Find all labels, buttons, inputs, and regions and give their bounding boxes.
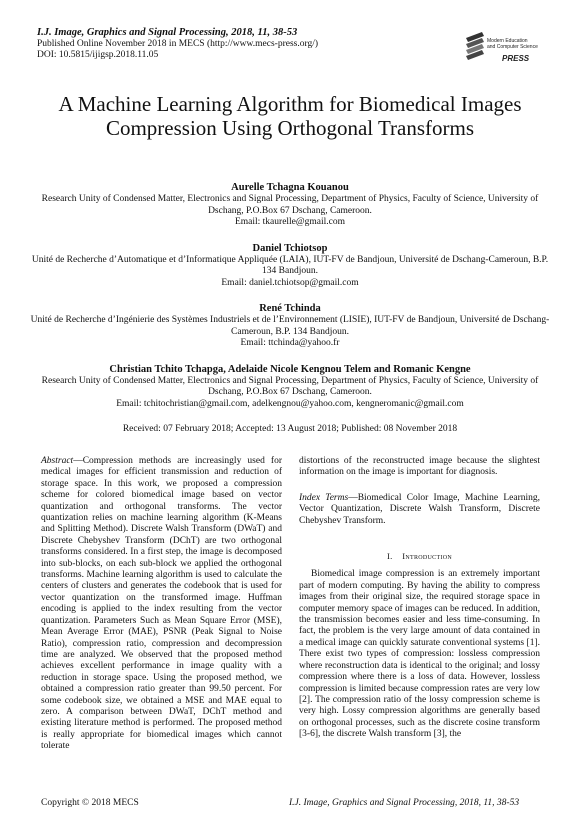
author-affiliation: Unité de Recherche d’Automatique et d’Informatique Appliquée (LAIA), IUT-FV de Bandjoun, Université de Dschang-Cameroun, B.P. 134 Bandjoun. [31, 254, 549, 276]
paper-title: A Machine Learning Algorithm for Biomedical Images Compression Using Orthogonal Transforms [58, 92, 522, 140]
author-email: Email: ttchinda@yahoo.fr [240, 338, 340, 348]
logo-press: PRESS [502, 54, 530, 63]
section-heading [299, 551, 540, 562]
author-email: Email: daniel.tchiotsop@gmail.com [221, 277, 359, 288]
book-stack-icon [464, 30, 486, 64]
abstract-continuation: distortions of the reconstructed image because the slightest information on the image is important for diagnosis. [299, 456, 540, 478]
right-column [299, 456, 540, 741]
author-list [30, 181, 550, 423]
introduction-paragraph: Biomedical image compression is an extremely important part of modern computing. By having the ability to compress images from their original size, the required storage space in computer memory space of images can be reduced. In addition, the transmission becomes easier and less time-consuming. In fact, the problem is the very large amount of data contained in a medical image can quickly saturate conventional systems [1]. There exist two types of compression: lossless compression where reconstruction data is identical to the original; and lossy compression where there is a loss of data. However, lossless compression is limited because compression rates are very low [2]. The compression ratio of the lossy compression scheme is very high. Lossy compression algorithms are generally based on orthogonal processes, such as the discrete cosine transform [3-6], the discrete Walsh transform [3], the [299, 569, 540, 740]
left-column [41, 456, 282, 753]
author-name: René Tchinda [259, 303, 321, 314]
author-block [30, 181, 550, 229]
section-number: I. [386, 551, 393, 562]
author-email: Email: tchitochristian@gmail.com, adelkengnou@yahoo.com, kengneromanic@gmail.com [116, 398, 464, 409]
author-block [30, 302, 550, 350]
index-terms-label: Index Terms [299, 492, 349, 503]
index-terms-text: —Biomedical Color Image, Machine Learning, Vector Quantization, Discrete Walsh Transform, Discrete Chebyshev Transform. [299, 492, 540, 526]
logo-line-2: and Computer Science [487, 44, 538, 50]
abstract-text: —Compression methods are increasingly used for medical images for efficient transmission and reduction of storage space. In this work, we proposed a compression scheme for colored biomedical image based on vector quantization and orthogonal transforms. The vector quantization relies on machine learning algorithm (K-Means and Splitting Method). Discrete Walsh Transform (DWaT) and Discrete Chebyshev Transform (DChT) are two orthogonal transforms considered. In a first step, the image is decomposed into sub-blocks, on each sub-block we applied the orthogonal transforms. Machine learning algorithm is used to calculate the centers of clusters and generates the codebook that is used for vector quantization on the transformed image. Huffman encoding is applied to the index resulting from the vector quantization. Parameters Such as Mean Square Error (MSE), Mean Average Error (MAE), PSNR (Peak Signal to Noise Ratio), compression ratio, compression and decompression time are analyzed. We observed that the proposed method achieves excellent performance in image quality with a reduction in storage space. Using the proposed method, we obtained a compression ratio greater than 99.50 percent. For some codebook size, we obtained a MSE and MAE equal to zero. A comparison between DWaT, DChT method and existing literature method is performed. The proposed method is really appropriate for biomedical images which cannot tolerate [41, 456, 282, 752]
submission-dates: Received: 07 February 2018; Accepted: 13 August 2018; Published: 08 November 2018 [122, 424, 458, 434]
author-block [30, 363, 550, 411]
journal-name: I.J. Image, Graphics and Signal Processing, 2018, 11, 38-53 [37, 27, 298, 38]
author-affiliation: Unité de Recherche d’Ingénierie des Systèmes Industriels et de l’Environnement (LISIE), IUT-FV de Bandjoun, Université de Dschang- Cameroun, B.P. 134 Bandjoun. [30, 315, 550, 337]
journal-header [37, 26, 457, 61]
author-name: Aurelle Tchagna Kouanou [231, 182, 349, 193]
mecs-logo [464, 30, 548, 66]
footer-journal: I.J. Image, Graphics and Signal Processing, 2018, 11, 38-53 [289, 798, 520, 808]
doi: DOI: 10.5815/ijigsp.2018.11.05 [37, 50, 159, 60]
abstract [41, 456, 282, 753]
logo-line-1: Modern Education [487, 38, 528, 44]
index-terms [299, 493, 540, 527]
publication-info: Published Online November 2018 in MECS (http://www.mecs-press.org/) [37, 39, 319, 49]
section-title: Introduction [402, 551, 453, 562]
author-block [30, 242, 550, 290]
author-name: Christian Tchito Tchapga, Adelaide Nicole Kengnou Telem and Romanic Kengne [109, 363, 471, 375]
abstract-label: Abstract [41, 456, 74, 466]
author-affiliation: Research Unity of Condensed Matter, Electronics and Signal Processing, Department of Physics, Faculty of Science, University of Dschang, P.O.Box 67 Dschang, Cameroon. [41, 375, 539, 397]
footer-copyright: Copyright © 2018 MECS [41, 798, 139, 808]
author-email: Email: tkaurelle@gmail.com [234, 217, 346, 227]
author-name: Daniel Tchiotsop [252, 242, 328, 254]
author-affiliation: Research Unity of Condensed Matter, Electronics and Signal Processing, Department of Physics, Faculty of Science, University of Dschang, P.O.Box 67 Dschang, Cameroon. [41, 194, 539, 216]
